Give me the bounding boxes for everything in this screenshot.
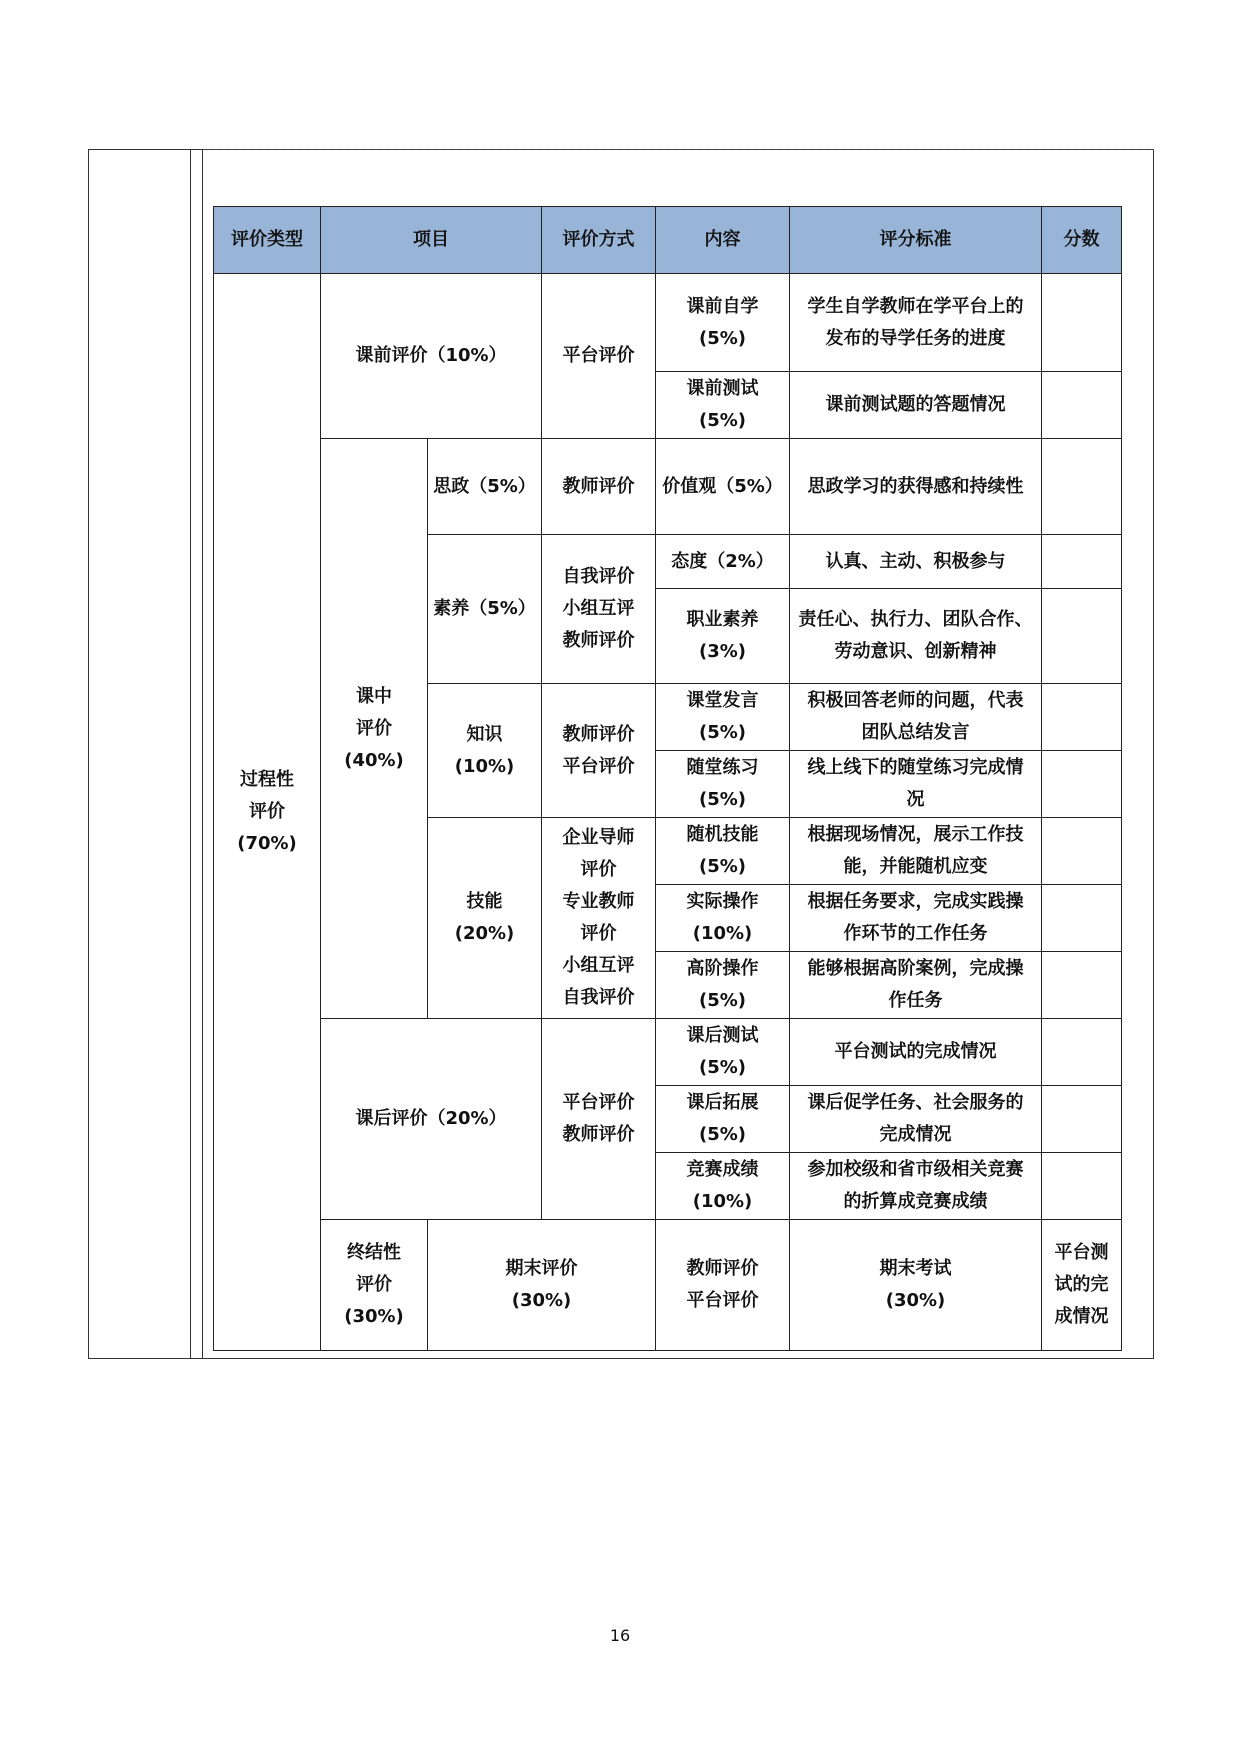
- criteria-cell: 根据现场情况，展示工作技 能，并能随机应变: [790, 818, 1042, 885]
- mid-sub-cell: 思政（5%）: [428, 439, 542, 535]
- criteria-cell: 能够根据高阶案例，完成操 作任务: [790, 952, 1042, 1019]
- score-cell: [1042, 1086, 1122, 1153]
- content-cell: 实际操作 (10%): [656, 885, 790, 952]
- score-cell: [1042, 589, 1122, 684]
- content-cell: 课堂发言 (5%): [656, 684, 790, 751]
- frame-divider-right: [202, 149, 203, 1359]
- page-number: 16: [609, 1626, 631, 1645]
- evaluation-table: [213, 206, 1122, 1351]
- header-row: [214, 207, 1122, 274]
- score-cell: [1042, 1153, 1122, 1220]
- process-type-cell: 过程性 评价 (70%): [214, 274, 321, 1351]
- final-project-cell: 期末评价 (30%): [428, 1220, 656, 1351]
- score-cell: [1042, 274, 1122, 372]
- final-type-cell: 终结性 评价 (30%): [321, 1220, 428, 1351]
- score-cell: [1042, 535, 1122, 589]
- criteria-cell: 课前测试题的答题情况: [790, 372, 1042, 439]
- table-row: [214, 1220, 1122, 1351]
- criteria-cell: 积极回答老师的问题，代表 团队总结发言: [790, 684, 1042, 751]
- content-cell: 课后拓展 (5%): [656, 1086, 790, 1153]
- pre-method-cell: 平台评价: [542, 274, 656, 439]
- final-method-cell: 教师评价 平台评价: [656, 1220, 790, 1351]
- header-criteria: 评分标准: [790, 207, 1042, 274]
- content-cell: 随机技能 (5%): [656, 818, 790, 885]
- method-cell: 教师评价 平台评价: [542, 684, 656, 818]
- method-cell: 企业导师 评价 专业教师 评价 小组互评 自我评价: [542, 818, 656, 1019]
- score-cell: [1042, 372, 1122, 439]
- method-cell: 自我评价 小组互评 教师评价: [542, 535, 656, 684]
- score-cell: [1042, 751, 1122, 818]
- score-cell: [1042, 684, 1122, 751]
- criteria-cell: 学生自学教师在学平台上的 发布的导学任务的进度: [790, 274, 1042, 372]
- content-cell: 课后测试 (5%): [656, 1019, 790, 1086]
- header-project: 项目: [321, 207, 542, 274]
- mid-sub-cell: 知识 (10%): [428, 684, 542, 818]
- criteria-cell: 思政学习的获得感和持续性: [790, 439, 1042, 535]
- content-cell: 价值观（5%）: [656, 439, 790, 535]
- content-cell: 高阶操作 (5%): [656, 952, 790, 1019]
- content-cell: 课前自学 (5%): [656, 274, 790, 372]
- post-project-cell: 课后评价（20%）: [321, 1019, 542, 1220]
- score-cell: [1042, 885, 1122, 952]
- header-content: 内容: [656, 207, 790, 274]
- header-type: 评价类型: [214, 207, 321, 274]
- final-content-cell: 期末考试 (30%): [790, 1220, 1042, 1351]
- header-score: 分数: [1042, 207, 1122, 274]
- criteria-cell: 根据任务要求，完成实践操 作环节的工作任务: [790, 885, 1042, 952]
- header-method: 评价方式: [542, 207, 656, 274]
- final-criteria-cell: 平台测试的完成情况: [1042, 1220, 1122, 1351]
- criteria-cell: 责任心、执行力、团队合作、 劳动意识、创新精神: [790, 589, 1042, 684]
- criteria-cell: 平台测试的完成情况: [790, 1019, 1042, 1086]
- criteria-cell: 参加校级和省市级相关竞赛 的折算成竞赛成绩: [790, 1153, 1042, 1220]
- criteria-cell: 线上线下的随堂练习完成情 况: [790, 751, 1042, 818]
- outer-top-dotted-line: [202, 149, 1154, 150]
- table-row: [214, 274, 1122, 372]
- score-cell: [1042, 1019, 1122, 1086]
- criteria-cell: 课后促学任务、社会服务的 完成情况: [790, 1086, 1042, 1153]
- score-cell: [1042, 818, 1122, 885]
- post-method-cell: 平台评价 教师评价: [542, 1019, 656, 1220]
- content-cell: 课前测试 (5%): [656, 372, 790, 439]
- score-cell: [1042, 952, 1122, 1019]
- mid-sub-cell: 素养（5%）: [428, 535, 542, 684]
- criteria-cell: 认真、主动、积极参与: [790, 535, 1042, 589]
- content-cell: 职业素养 (3%): [656, 589, 790, 684]
- table-row: [214, 1019, 1122, 1086]
- content-cell: 竞赛成绩 (10%): [656, 1153, 790, 1220]
- frame-divider-left: [190, 149, 191, 1359]
- mid-project-cell: 课中 评价 (40%): [321, 439, 428, 1019]
- score-cell: [1042, 439, 1122, 535]
- content-cell: 随堂练习 (5%): [656, 751, 790, 818]
- table-row: [214, 439, 1122, 535]
- mid-sub-cell: 技能 (20%): [428, 818, 542, 1019]
- pre-project-cell: 课前评价（10%）: [321, 274, 542, 439]
- method-cell: 教师评价: [542, 439, 656, 535]
- content-cell: 态度（2%）: [656, 535, 790, 589]
